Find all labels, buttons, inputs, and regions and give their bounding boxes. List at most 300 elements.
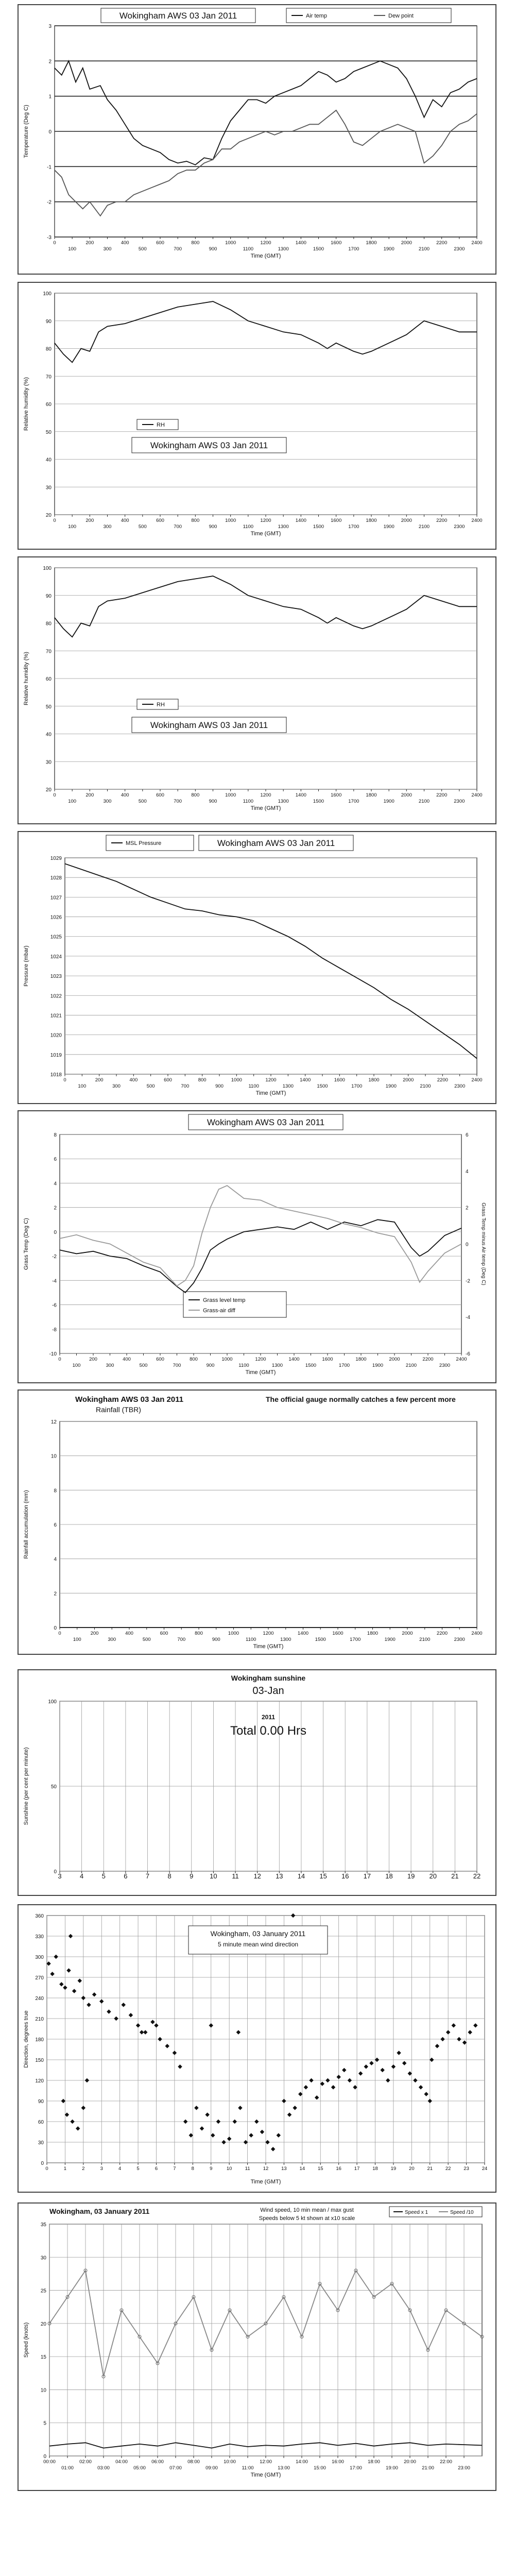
y-tick-label: 30 — [45, 759, 52, 766]
x-tick-label: 800 — [191, 240, 200, 246]
y-right-tick-label: 2 — [466, 1205, 469, 1211]
x-tick-label: 900 — [209, 246, 217, 252]
y-tick-label: 5 — [43, 2420, 46, 2427]
x-tick-label: 1400 — [295, 792, 306, 798]
x-tick-label: 400 — [125, 1631, 133, 1636]
x-tick-label: 300 — [103, 524, 112, 530]
x-tick-label: 1500 — [313, 799, 324, 804]
rainfall-chart — [19, 1391, 495, 1654]
x-tick-label: 1800 — [366, 518, 377, 523]
y-axis-label: Speed (knots) — [23, 2322, 29, 2358]
x-tick-label: 3 — [58, 1872, 62, 1880]
x-tick-label: 800 — [191, 518, 200, 523]
x-tick-label: 1700 — [348, 799, 359, 804]
x-tick-label: 600 — [156, 1357, 164, 1362]
y-axis-label: Relative humidity (%) — [23, 652, 29, 705]
y-axis-label: Direction, degrees true — [23, 2010, 29, 2068]
y-tick-label: 180 — [35, 2037, 44, 2043]
x-tick-label: 200 — [85, 240, 94, 246]
y-tick-label: -4 — [52, 1278, 57, 1284]
x-tick-label: 22 — [473, 1872, 481, 1880]
x-tick-label: 0 — [53, 240, 56, 246]
x-tick-label: 2000 — [401, 792, 412, 798]
y-tick-label: 50 — [45, 704, 52, 710]
x-tick-label: 2400 — [456, 1357, 467, 1362]
x-tick-label: 1300 — [282, 1083, 294, 1089]
x-tick-label: 7 — [145, 1872, 150, 1880]
x-tick-label: 1400 — [295, 518, 306, 523]
x-tick-label: 1300 — [271, 1363, 283, 1368]
temperature-chart-panel — [18, 4, 496, 275]
x-tick-label: 4 — [118, 2166, 122, 2172]
y-tick-label: 60 — [38, 2120, 44, 2125]
y-tick-label: 2 — [48, 59, 52, 65]
x-tick-label: 23 — [464, 2166, 469, 2172]
x-tick-label: 1000 — [228, 1631, 239, 1636]
x-axis-label: Time (GMT) — [245, 1369, 276, 1376]
x-tick-label: 5 — [136, 2166, 140, 2172]
x-tick-label: 5 — [101, 1872, 106, 1880]
x-tick-label: 1 — [63, 2166, 67, 2172]
y-tick-label: 2 — [54, 1591, 57, 1597]
y-tick-label: 210 — [35, 2016, 44, 2022]
x-tick-label: 400 — [129, 1077, 138, 1083]
y-tick-label: 15 — [40, 2354, 46, 2361]
y-axis-label: Pressure (mbar) — [23, 945, 29, 987]
plot-area — [65, 858, 477, 1074]
y-tick-label: 70 — [45, 649, 52, 655]
y-tick-label: 50 — [50, 1784, 57, 1790]
x-tick-label: 600 — [156, 240, 164, 246]
x-tick-label: 16 — [341, 1872, 349, 1880]
x-tick-label: 300 — [103, 799, 112, 804]
wind-speed-chart — [19, 2204, 495, 2490]
grass-temp-chart — [19, 1111, 495, 1382]
legend-label: Grass-air diff — [203, 1308, 235, 1314]
x-tick-label: 1300 — [280, 1637, 291, 1642]
y-tick-label: 12 — [50, 1419, 57, 1425]
x-tick-label: 600 — [160, 1631, 168, 1636]
chart-title: Wokingham AWS 03 Jan 2011 — [75, 1395, 184, 1404]
legend-label: Grass level temp — [203, 1297, 246, 1303]
y-tick-label: 300 — [35, 1955, 44, 1960]
y-tick-label: 100 — [48, 1699, 57, 1705]
y-tick-label: 150 — [35, 2058, 44, 2063]
x-tick-label: 1000 — [225, 518, 236, 523]
x-tick-label: 200 — [95, 1077, 104, 1083]
x-tick-label: 14:00 — [296, 2459, 308, 2465]
y-tick-label: 30 — [40, 2255, 46, 2261]
x-tick-label: 21:00 — [422, 2465, 434, 2471]
x-tick-label: 1500 — [315, 1637, 326, 1642]
x-tick-label: 1800 — [355, 1357, 367, 1362]
x-tick-label: 2100 — [405, 1363, 417, 1368]
x-tick-label: 500 — [142, 1637, 151, 1642]
y-tick-label: 50 — [45, 429, 52, 435]
y-tick-label: 70 — [45, 374, 52, 380]
chart-title: Wokingham, 03 January 2011 — [210, 1929, 306, 1938]
x-tick-label: 1200 — [260, 792, 271, 798]
y-tick-label: -3 — [47, 235, 52, 241]
y-axis-label: Temperature (Deg C) — [23, 105, 29, 158]
legend-label: Dew point — [388, 13, 414, 19]
x-tick-label: 12 — [253, 1872, 261, 1880]
x-tick-label: 2400 — [471, 1631, 483, 1636]
x-tick-label: 900 — [209, 799, 217, 804]
x-tick-label: 19 — [407, 1872, 415, 1880]
x-tick-label: 2000 — [389, 1357, 400, 1362]
x-tick-label: 1300 — [278, 524, 289, 530]
x-tick-label: 800 — [198, 1077, 207, 1083]
x-tick-label: 0 — [45, 2166, 48, 2172]
y-tick-label: 1021 — [50, 1013, 62, 1019]
x-tick-label: 0 — [63, 1077, 66, 1083]
y-tick-label: 30 — [45, 485, 52, 491]
x-tick-label: 12 — [263, 2166, 269, 2172]
x-tick-label: 400 — [121, 240, 129, 246]
x-tick-label: 500 — [139, 1363, 148, 1368]
x-tick-label: 100 — [68, 246, 77, 252]
y-tick-label: 20 — [45, 513, 52, 518]
legend-label: Speed x 1 — [405, 2210, 428, 2215]
x-tick-label: 1100 — [243, 799, 254, 804]
x-tick-label: 05:00 — [133, 2465, 146, 2471]
x-axis-label: Time (GMT) — [255, 1090, 286, 1096]
x-axis-label: Time (GMT) — [250, 805, 281, 811]
x-tick-label: 2200 — [422, 1357, 434, 1362]
y-tick-label: 1025 — [50, 934, 62, 940]
x-tick-label: 1200 — [260, 518, 271, 523]
y-tick-label: -2 — [52, 1254, 57, 1260]
x-tick-label: 0 — [53, 792, 56, 798]
x-tick-label: 300 — [108, 1637, 116, 1642]
x-tick-label: 2300 — [454, 799, 465, 804]
chart-subtitle: Wind speed, 10 min mean / max gust — [260, 2207, 354, 2213]
y-tick-label: 330 — [35, 1934, 44, 1940]
x-axis-label: Time (GMT) — [250, 2472, 281, 2478]
x-tick-label: 1900 — [385, 1083, 397, 1089]
x-tick-label: 1500 — [313, 524, 324, 530]
grass-temp-chart-panel — [18, 1110, 496, 1383]
y-tick-label: 40 — [45, 732, 52, 738]
x-tick-label: 2100 — [418, 799, 430, 804]
y-right-tick-label: 4 — [466, 1168, 469, 1175]
x-tick-label: 2300 — [454, 524, 465, 530]
y-tick-label: 100 — [43, 291, 52, 297]
y-right-axis-label: Grass Temp minus Air temp (Deg C) — [480, 1202, 486, 1285]
x-tick-label: 2000 — [401, 518, 412, 523]
y-tick-label: 40 — [45, 457, 52, 463]
x-tick-label: 500 — [138, 246, 147, 252]
x-tick-label: 2000 — [403, 1077, 414, 1083]
y-right-tick-label: -2 — [466, 1278, 470, 1284]
y-right-tick-label: 0 — [466, 1242, 469, 1248]
x-tick-label: 100 — [68, 524, 77, 530]
y-tick-label: 1028 — [50, 875, 62, 882]
x-tick-label: 300 — [112, 1083, 121, 1089]
chart-subtitle: 5 minute mean wind direction — [217, 1941, 299, 1948]
x-tick-label: 17:00 — [350, 2465, 362, 2471]
x-tick-label: 17 — [354, 2166, 360, 2172]
x-tick-label: 1200 — [255, 1357, 266, 1362]
x-tick-label: 1200 — [265, 1077, 277, 1083]
x-tick-label: 100 — [68, 799, 77, 804]
x-tick-label: 2100 — [418, 524, 430, 530]
chart-title: Wokingham sunshine — [231, 1674, 306, 1682]
x-tick-label: 11 — [245, 2166, 250, 2172]
x-tick-label: 16 — [336, 2166, 341, 2172]
x-tick-label: 100 — [72, 1363, 81, 1368]
x-tick-label: 1500 — [313, 246, 324, 252]
chart-title: Wokingham AWS 03 Jan 2011 — [207, 1117, 325, 1127]
x-tick-label: 1700 — [338, 1363, 350, 1368]
x-tick-label: 20:00 — [404, 2459, 416, 2465]
y-tick-label: 35 — [40, 2222, 46, 2228]
x-tick-label: 9 — [210, 2166, 213, 2172]
x-tick-label: 12:00 — [260, 2459, 272, 2465]
x-tick-label: 14 — [299, 2166, 305, 2172]
x-tick-label: 600 — [164, 1077, 172, 1083]
x-tick-label: 20 — [409, 2166, 415, 2172]
y-tick-label: 270 — [35, 1975, 44, 1981]
x-tick-label: 1800 — [366, 792, 377, 798]
humidity-chart-panel-1 — [18, 282, 496, 550]
x-tick-label: 8 — [167, 1872, 171, 1880]
x-tick-label: 2100 — [420, 1083, 431, 1089]
plot-area — [60, 1134, 461, 1353]
x-tick-label: 3 — [100, 2166, 103, 2172]
x-axis-label: Time (GMT) — [250, 2179, 281, 2185]
x-axis-label: Time (GMT) — [250, 253, 281, 259]
y-right-tick-label: 6 — [466, 1132, 469, 1138]
y-right-tick-label: -4 — [466, 1315, 470, 1321]
x-tick-label: 13 — [281, 2166, 287, 2172]
x-tick-label: 1700 — [351, 1083, 363, 1089]
x-tick-label: 1900 — [383, 246, 394, 252]
legend-label: Speed /10 — [450, 2210, 474, 2215]
y-tick-label: 80 — [45, 346, 52, 352]
x-tick-label: 1400 — [300, 1077, 311, 1083]
x-tick-label: 1500 — [317, 1083, 328, 1089]
x-tick-label: 1200 — [260, 240, 271, 246]
y-tick-label: 10 — [50, 1453, 57, 1460]
x-tick-label: 700 — [174, 799, 182, 804]
x-tick-label: 2000 — [402, 1631, 413, 1636]
x-tick-label: 1000 — [225, 240, 236, 246]
y-tick-label: -1 — [47, 164, 52, 171]
x-tick-label: 0 — [53, 518, 56, 523]
y-tick-label: 20 — [45, 787, 52, 793]
y-axis-label: Sunshine (per cent per minute) — [23, 1747, 29, 1825]
x-tick-label: 02:00 — [79, 2459, 92, 2465]
x-tick-label: 1900 — [384, 1637, 396, 1642]
x-tick-label: 08:00 — [187, 2459, 200, 2465]
x-tick-label: 03:00 — [97, 2465, 110, 2471]
y-tick-label: 0 — [54, 1869, 57, 1875]
x-tick-label: 1700 — [350, 1637, 361, 1642]
x-tick-label: 6 — [154, 2166, 158, 2172]
x-tick-label: 400 — [121, 518, 129, 523]
y-tick-label: 1020 — [50, 1032, 62, 1039]
x-tick-label: 1200 — [263, 1631, 274, 1636]
x-tick-label: 1900 — [372, 1363, 384, 1368]
x-tick-label: 1800 — [368, 1077, 380, 1083]
x-tick-label: 1000 — [225, 792, 236, 798]
y-right-tick-label: -6 — [466, 1351, 470, 1357]
x-tick-label: 700 — [174, 246, 182, 252]
x-tick-label: 18 — [372, 2166, 378, 2172]
y-tick-label: 4 — [54, 1181, 57, 1187]
x-tick-label: 1400 — [288, 1357, 300, 1362]
chart-title: Wokingham AWS 03 Jan 2011 — [150, 720, 268, 730]
x-axis-label: Time (GMT) — [250, 531, 281, 537]
rainfall-chart-panel — [18, 1389, 496, 1655]
x-tick-label: 13:00 — [278, 2465, 290, 2471]
y-tick-label: 25 — [40, 2288, 46, 2294]
x-tick-label: 24 — [482, 2166, 488, 2172]
humidity-chart-panel-2 — [18, 556, 496, 824]
x-tick-label: 1400 — [295, 240, 306, 246]
x-tick-label: 21 — [427, 2166, 433, 2172]
x-tick-label: 900 — [212, 1637, 220, 1642]
chart-subtitle: 03-Jan — [252, 1685, 284, 1697]
x-tick-label: 17 — [363, 1872, 371, 1880]
legend-label: RH — [157, 702, 165, 708]
x-tick-label: 1500 — [305, 1363, 317, 1368]
y-tick-label: 1027 — [50, 895, 62, 901]
x-tick-label: 900 — [215, 1083, 224, 1089]
y-tick-label: 6 — [54, 1522, 57, 1528]
x-tick-label: 500 — [146, 1083, 155, 1089]
y-tick-label: 240 — [35, 1996, 44, 2002]
humidity-chart-1 — [19, 283, 495, 549]
x-tick-label: 04:00 — [115, 2459, 128, 2465]
y-tick-label: 2 — [54, 1205, 57, 1211]
legend-label: MSL Pressure — [126, 840, 162, 846]
x-tick-label: 4 — [80, 1872, 84, 1880]
x-tick-label: 10:00 — [224, 2459, 236, 2465]
y-tick-label: 1024 — [50, 954, 62, 960]
x-tick-label: 15 — [319, 1872, 327, 1880]
x-tick-label: 1400 — [297, 1631, 309, 1636]
y-tick-label: 8 — [54, 1132, 57, 1138]
wind-direction-chart — [19, 1905, 495, 2192]
x-tick-label: 1300 — [278, 246, 289, 252]
x-tick-label: 1900 — [383, 524, 394, 530]
wind-direction-chart-panel — [18, 1904, 496, 2193]
x-tick-label: 1900 — [383, 799, 394, 804]
x-tick-label: 15:00 — [314, 2465, 326, 2471]
x-tick-label: 1600 — [331, 518, 342, 523]
y-tick-label: 3 — [48, 24, 52, 29]
y-tick-label: 1023 — [50, 974, 62, 980]
x-tick-label: 06:00 — [151, 2459, 164, 2465]
x-tick-label: 10 — [210, 1872, 217, 1880]
x-tick-label: 00:00 — [43, 2459, 56, 2465]
x-tick-label: 1600 — [322, 1357, 333, 1362]
y-axis-label: Relative humidity (%) — [23, 377, 29, 431]
legend-label: RH — [157, 422, 165, 428]
x-tick-label: 800 — [191, 792, 200, 798]
y-tick-label: 1019 — [50, 1052, 62, 1058]
x-tick-label: 11 — [232, 1872, 239, 1880]
y-tick-label: 0 — [43, 2454, 46, 2460]
x-tick-label: 1000 — [221, 1357, 233, 1362]
y-tick-label: 1 — [48, 94, 52, 100]
x-tick-label: 500 — [138, 524, 147, 530]
x-tick-label: 1300 — [278, 799, 289, 804]
x-tick-label: 8 — [191, 2166, 194, 2172]
x-tick-label: 1700 — [348, 246, 359, 252]
x-tick-label: 200 — [90, 1631, 99, 1636]
x-tick-label: 2200 — [436, 518, 448, 523]
wind-speed-chart-panel — [18, 2202, 496, 2491]
y-tick-label: 120 — [35, 2078, 44, 2084]
x-tick-label: 200 — [85, 518, 94, 523]
y-tick-label: 60 — [45, 402, 52, 408]
y-tick-label: 6 — [54, 1157, 57, 1163]
y-tick-label: 8 — [54, 1488, 57, 1494]
x-tick-label: 2200 — [436, 792, 448, 798]
y-axis-label: Rainfall accumulation (mm) — [23, 1490, 29, 1559]
y-tick-label: -8 — [52, 1327, 57, 1333]
x-tick-label: 2200 — [437, 1077, 448, 1083]
x-tick-label: 1800 — [366, 240, 377, 246]
x-tick-label: 01:00 — [61, 2465, 74, 2471]
x-tick-label: 2300 — [454, 1637, 465, 1642]
x-tick-label: 11:00 — [242, 2465, 254, 2471]
pressure-chart-panel — [18, 831, 496, 1104]
x-tick-label: 2400 — [471, 792, 483, 798]
y-tick-label: 20 — [40, 2321, 46, 2327]
x-tick-label: 14 — [297, 1872, 305, 1880]
y-tick-label: 10 — [40, 2387, 46, 2394]
x-tick-label: 2300 — [454, 1083, 466, 1089]
legend-label: Air temp — [306, 13, 327, 19]
x-tick-label: 1000 — [231, 1077, 242, 1083]
x-tick-label: 700 — [174, 524, 182, 530]
x-tick-label: 16:00 — [332, 2459, 344, 2465]
y-tick-label: 1022 — [50, 993, 62, 999]
x-tick-label: 22:00 — [440, 2459, 452, 2465]
x-tick-label: 600 — [156, 518, 164, 523]
x-tick-label: 200 — [85, 792, 94, 798]
x-tick-label: 1600 — [332, 1631, 344, 1636]
x-tick-label: 900 — [209, 524, 217, 530]
x-tick-label: 2300 — [454, 246, 465, 252]
x-tick-label: 18:00 — [368, 2459, 380, 2465]
x-tick-label: 100 — [73, 1637, 81, 1642]
x-tick-label: 1700 — [348, 524, 359, 530]
x-tick-label: 21 — [451, 1872, 459, 1880]
x-tick-label: 19:00 — [386, 2465, 398, 2471]
x-tick-label: 700 — [177, 1637, 186, 1642]
y-tick-label: -6 — [52, 1302, 57, 1309]
x-tick-label: 1100 — [246, 1637, 256, 1642]
x-tick-label: 07:00 — [169, 2465, 182, 2471]
x-tick-label: 500 — [138, 799, 147, 804]
x-tick-label: 400 — [123, 1357, 131, 1362]
y-tick-label: 90 — [45, 593, 52, 599]
x-tick-label: 1600 — [334, 1077, 345, 1083]
y-tick-label: 100 — [43, 566, 52, 571]
x-tick-label: 800 — [190, 1357, 198, 1362]
y-tick-label: -10 — [49, 1351, 57, 1357]
x-tick-label: 1100 — [248, 1083, 259, 1089]
y-tick-label: 30 — [38, 2140, 44, 2146]
y-tick-label: 1018 — [50, 1072, 62, 1078]
x-tick-label: 300 — [103, 246, 112, 252]
